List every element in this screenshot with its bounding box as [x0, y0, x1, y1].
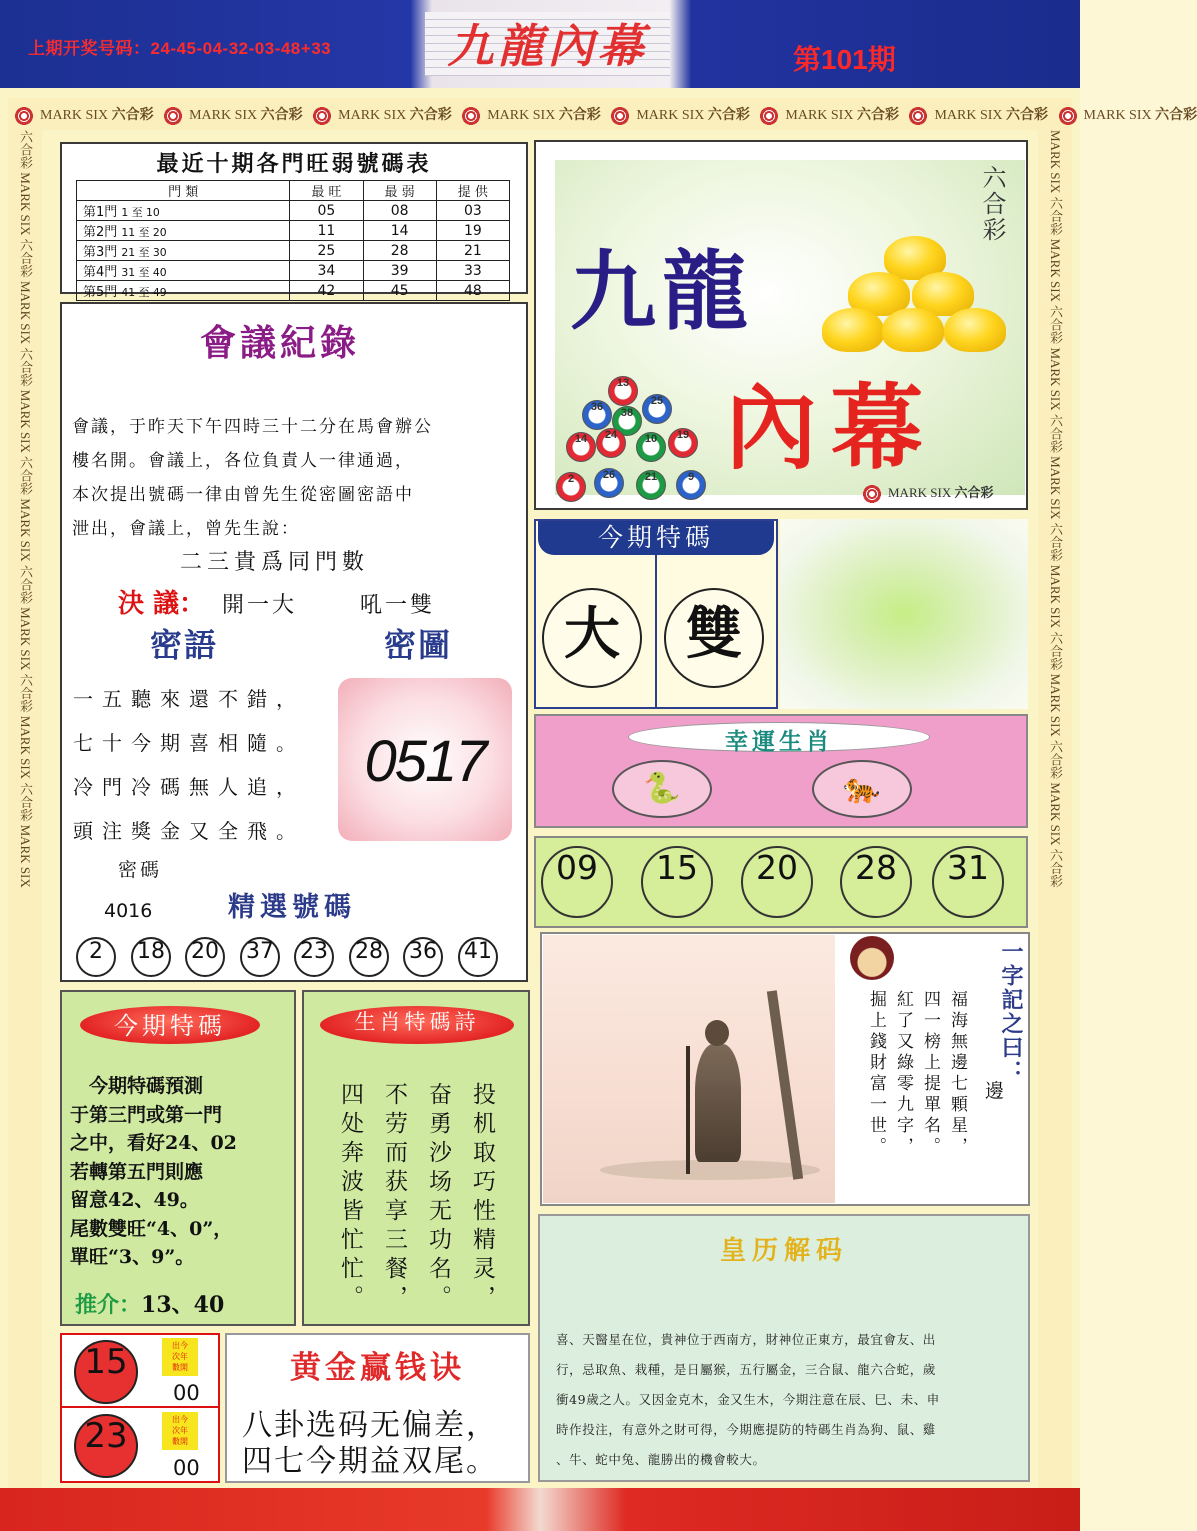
almanac-body — [556, 1325, 1018, 1475]
flower-icon — [862, 484, 882, 504]
minutes-line: 本次提出號碼一律由曾先生從密圖密語中 — [72, 485, 414, 505]
motto: 二三貴爲同門數 — [180, 550, 370, 575]
border-text-cn: 六合彩 — [558, 108, 601, 123]
selected-number: 2 — [76, 937, 116, 977]
selected-number: 20 — [185, 937, 225, 977]
right-border-text — [1038, 130, 1072, 888]
gold-ingot-icon — [822, 308, 884, 352]
offer-cell: 21 — [436, 241, 509, 261]
logo-side-text: 六合彩 — [978, 165, 1006, 243]
flower-icon — [908, 106, 928, 126]
secret-picture-code: 0517 — [364, 729, 486, 794]
selected-numbers-title: 精選號碼 — [228, 892, 356, 923]
gate-name: 第3門 — [83, 245, 118, 260]
resolution-2: 吼一雙 — [360, 593, 436, 618]
cold-cell: 28 — [363, 241, 436, 261]
border-text-en: MARK SIX — [1048, 782, 1063, 846]
gate-cell — [77, 281, 290, 301]
painting-figure — [695, 1044, 741, 1162]
brand-title: 九龍內幕 — [447, 19, 648, 73]
zodiac-poem-title: 生肖特碼詩 — [320, 1006, 514, 1044]
gold-formula-line: 八卦选码无偏差， — [242, 1408, 498, 1443]
history-ball: 23 — [74, 1414, 138, 1478]
border-text-en: MARK SIX — [18, 824, 33, 888]
couplet-line: 四一榜上提單名。 — [920, 990, 940, 1158]
border-text-cn: 六合彩 — [18, 673, 33, 713]
offer-cell: 19 — [436, 221, 509, 241]
gate-name: 第5門 — [83, 285, 118, 300]
table-row — [77, 281, 510, 301]
history-ball: 15 — [74, 1340, 138, 1404]
minutes-body — [72, 410, 522, 546]
history-label: 出今 次年 數開 — [162, 1338, 198, 1376]
border-text-cn: 六合彩 — [18, 347, 33, 387]
forecast-line: 若轉第五門則應 — [70, 1160, 204, 1183]
cold-cell: 08 — [363, 201, 436, 221]
border-text-cn: 六合彩 — [18, 238, 33, 278]
selected-number: 41 — [458, 937, 498, 977]
gold-formula-line: 四七今期益双尾。 — [242, 1444, 498, 1479]
gold-ingot-icon — [944, 308, 1006, 352]
flower-icon — [759, 106, 779, 126]
border-text-cn: 六合彩 — [1048, 522, 1063, 562]
cold-cell: 14 — [363, 221, 436, 241]
lottery-ball-icon: 26 — [594, 468, 624, 498]
password-label: 密碼 — [118, 859, 163, 881]
poem-line: 頭注獎金又全飛。 — [73, 819, 305, 843]
border-text-en: MARK SIX — [1048, 564, 1063, 629]
minutes-line: 樓名開。會議上，各位負責人一律通過， — [72, 451, 414, 471]
almanac-title: 皇历解码 — [719, 1236, 848, 1266]
border-text-en: MARK SIX — [636, 108, 705, 123]
gate-range: 41 至 49 — [121, 286, 167, 299]
offer-cell: 33 — [436, 261, 509, 281]
number-ball: 28 — [840, 846, 912, 918]
offer-cell: 48 — [436, 281, 509, 301]
border-text-cn: 六合彩 — [1048, 305, 1063, 345]
border-text-en: MARK SIX — [1048, 673, 1063, 737]
table-row — [77, 201, 510, 221]
last-draw-numbers: 上期开奖号码：24-45-04-32-03-48+33 — [28, 39, 332, 58]
border-text-en: MARK SIX — [487, 108, 556, 123]
lottery-ball-icon: 38 — [612, 406, 642, 436]
right-border-strip — [1038, 130, 1072, 1490]
gate-cell — [77, 241, 290, 261]
border-text-cn: 六合彩 — [260, 108, 303, 123]
issue-number: 第101期 — [793, 44, 896, 75]
border-text-en: MARK SIX — [934, 108, 1003, 123]
table-header-row — [77, 181, 510, 201]
flower-icon — [163, 106, 183, 126]
border-text-en: MARK SIX — [18, 498, 33, 562]
border-text-en: MARK SIX — [18, 280, 33, 345]
selected-number: 23 — [294, 937, 334, 977]
border-text-en: MARK SIX — [338, 108, 407, 123]
zodiac-poem-column: 投机取巧性精灵， — [469, 1082, 495, 1314]
logo-footer-en: MARK SIX — [888, 485, 952, 500]
lottery-ball-icon: 13 — [608, 376, 638, 406]
table-title: 最近十期各門旺弱號碼表 — [156, 152, 432, 177]
left-border-strip — [8, 130, 42, 1490]
forecast-line: 留意42、49。 — [70, 1189, 199, 1211]
column-header: 最 旺 — [290, 181, 363, 201]
resolution-1: 開一大 — [222, 593, 298, 618]
minutes-line: 會議，于昨天下午四時三十二分在馬會辦公 — [72, 417, 433, 437]
painting-staff — [686, 1046, 690, 1174]
border-text-cn: 六合彩 — [1048, 631, 1063, 671]
logo-title-line1: 九龍 — [570, 241, 754, 342]
gate-name: 第1門 — [83, 205, 118, 220]
logo-footer-cn: 六合彩 — [954, 485, 994, 500]
zodiac-poem-column: 不劳而获享三餐， — [381, 1082, 407, 1314]
lottery-ball-icon: 24 — [596, 428, 626, 458]
gold-ingot-icon — [882, 308, 944, 352]
lottery-ball-icon: 21 — [636, 470, 666, 500]
gate-name: 第4門 — [83, 265, 118, 280]
zodiac-poem-column: 奋勇沙场无功名。 — [425, 1082, 451, 1314]
border-text-en: MARK SIX — [1048, 347, 1063, 411]
lottery-ball-icon: 10 — [636, 432, 666, 462]
decorative-glow — [780, 519, 1028, 709]
lucky-zodiac-title: 幸運生肖 — [628, 722, 930, 752]
minutes-title: 會議紀錄 — [199, 322, 360, 364]
gate-name: 第2門 — [83, 225, 118, 240]
lottery-ball-icon: 9 — [676, 470, 706, 500]
border-text-cn: 六合彩 — [18, 782, 33, 822]
couplet-line: 掘上錢財富一世。 — [866, 990, 886, 1158]
border-text-cn: 六合彩 — [1048, 413, 1063, 453]
border-text-cn: 六合彩 — [1048, 848, 1063, 888]
selected-number: 28 — [349, 937, 389, 977]
column-header: 提 供 — [436, 181, 509, 201]
border-text-cn: 六合彩 — [856, 108, 899, 123]
border-text-cn: 六合彩 — [707, 108, 750, 123]
even-badge: 雙 — [664, 588, 764, 688]
border-text-cn: 六合彩 — [1155, 108, 1197, 123]
table-row — [77, 241, 510, 261]
number-ball: 09 — [541, 846, 613, 918]
hot-cell: 42 — [290, 281, 363, 301]
hot-cell: 05 — [290, 201, 363, 221]
almanac-line: 行，忌取魚、栽種，是日屬猴，五行屬金，三合鼠、龍六合蛇，歲 — [556, 1362, 936, 1377]
hot-cell: 34 — [290, 261, 363, 281]
column-header: 最 弱 — [363, 181, 436, 201]
flower-icon — [610, 106, 630, 126]
poem-line: 一五聽來還不錯， — [73, 687, 305, 711]
cold-cell: 39 — [363, 261, 436, 281]
border-text-en: MARK SIX — [18, 715, 33, 780]
column-header: 門 類 — [77, 181, 290, 201]
gate-range: 1 至 10 — [121, 206, 160, 219]
number-ball: 15 — [641, 846, 713, 918]
flower-icon — [1058, 106, 1078, 126]
border-text-cn: 六合彩 — [18, 456, 33, 496]
selected-number: 36 — [403, 937, 443, 977]
lottery-ball-icon: 2 — [556, 472, 586, 502]
forecast-body — [70, 1072, 294, 1272]
forecast-line: 之中，看好24、02 — [70, 1132, 237, 1154]
lottery-ball-icon: 25 — [642, 394, 672, 424]
border-text-cn: 六合彩 — [1048, 740, 1063, 780]
number-ball: 31 — [932, 846, 1004, 918]
border-text-cn: 六合彩 — [18, 130, 33, 169]
secret-picture-label: 密圖 — [384, 626, 453, 664]
secret-words-label: 密語 — [150, 626, 219, 664]
number-ball: 20 — [741, 846, 813, 918]
border-text-cn: 六合彩 — [1048, 196, 1063, 236]
divider — [62, 1406, 218, 1408]
zodiac-poem-column: 四处奔波皆忙忙。 — [337, 1082, 363, 1314]
big-badge: 大 — [542, 588, 642, 688]
flower-icon — [14, 106, 34, 126]
border-text-cn: 六合彩 — [1006, 108, 1049, 123]
gate-range: 11 至 20 — [121, 226, 167, 239]
border-text-en: MARK SIX — [189, 108, 258, 123]
logo-title-line2: 內幕 — [725, 374, 938, 482]
resolution-label: 決 議： — [118, 589, 206, 619]
poem-line: 七十今期喜相隨。 — [73, 731, 305, 755]
gate-range: 31 至 40 — [121, 266, 167, 279]
selected-number: 37 — [240, 937, 280, 977]
painting-figure-head — [705, 1020, 729, 1046]
border-text-en: MARK SIX — [18, 389, 33, 453]
recommendation-value: 13、40 — [141, 1292, 225, 1318]
poem-line: 冷門冷碼無人追， — [73, 775, 305, 799]
forecast-line: 尾數雙旺“4、0”， — [70, 1217, 233, 1240]
forecast-line: 單旺“3、9”。 — [70, 1246, 195, 1268]
border-text-cn: 六合彩 — [18, 564, 33, 604]
history-count: 00 — [173, 1381, 200, 1405]
snake-icon: 🐍 — [612, 760, 712, 818]
gate-cell — [77, 261, 290, 281]
riddle-answer: 邊 — [985, 1080, 1005, 1102]
border-text-en: MARK SIX — [18, 607, 33, 671]
border-text-en: MARK SIX — [1083, 108, 1152, 123]
border-text-cn: 六合彩 — [111, 108, 154, 123]
border-text-cn: 六合彩 — [409, 108, 452, 123]
almanac-line: 喜、天醫星在位，貴神位于西南方，財神位正東方，最宜會友、出 — [556, 1332, 936, 1347]
forecast-title: 今期特碼 — [80, 1006, 260, 1044]
mascot-icon — [850, 936, 894, 980]
logo-footer — [856, 482, 993, 504]
password-value: 4016 — [104, 900, 153, 922]
table-row — [77, 261, 510, 281]
lottery-ball-icon: 14 — [566, 432, 596, 462]
flower-icon — [461, 106, 481, 126]
selected-number: 18 — [131, 937, 171, 977]
gold-formula-title: 黄金赢钱诀 — [290, 1350, 465, 1386]
flower-icon — [312, 106, 332, 126]
history-count: 00 — [173, 1456, 200, 1480]
gate-range: 21 至 30 — [121, 246, 167, 259]
recommendation-label: 推介： — [75, 1292, 142, 1318]
cold-cell: 45 — [363, 281, 436, 301]
painting-ground — [600, 1160, 820, 1180]
tiger-icon: 🐅 — [812, 760, 912, 818]
border-text-en: MARK SIX — [18, 172, 33, 236]
border-text-en: MARK SIX — [1048, 456, 1063, 520]
border-text-en: MARK SIX — [40, 108, 109, 123]
couplet-line: 福海無邊七顆星， — [947, 990, 967, 1158]
riddle-title: 一字記之曰： — [998, 940, 1024, 1084]
top-border-strip — [8, 98, 1197, 130]
history-label: 出今 次年 數開 — [162, 1412, 198, 1450]
lottery-ball-icon: 36 — [582, 400, 612, 430]
almanac-line: 衝49歲之人。又因金克木，金又生木，今期注意在辰、巳、未、申 — [556, 1392, 940, 1407]
border-text-en: MARK SIX — [785, 108, 854, 123]
border-text-en: MARK SIX — [1048, 238, 1063, 302]
hot-cold-table — [76, 180, 510, 301]
gate-cell — [77, 221, 290, 241]
special-code-title: 今期特碼 — [538, 521, 774, 555]
hot-cell: 11 — [290, 221, 363, 241]
offer-cell: 03 — [436, 201, 509, 221]
divider — [655, 555, 657, 707]
border-text-en: MARK SIX — [1048, 130, 1063, 194]
hot-cell: 25 — [290, 241, 363, 261]
forecast-line: 今期特碼預測 — [70, 1075, 204, 1097]
footer-banner — [0, 1488, 1080, 1531]
left-border-text — [8, 130, 42, 888]
almanac-line: 時作投注，有意外之財可得，今期應提防的特碼生肖為狗、鼠、雞 — [556, 1422, 936, 1437]
table-row — [77, 221, 510, 241]
recommendation — [75, 1288, 224, 1319]
lottery-ball-icon: 19 — [668, 428, 698, 458]
couplet-line: 紅了又綠零九字， — [893, 990, 913, 1158]
gate-cell — [77, 201, 290, 221]
minutes-line: 泄出，會議上，曾先生說： — [72, 519, 300, 539]
forecast-line: 于第三門或第一門 — [70, 1103, 223, 1126]
almanac-line: 、牛、蛇中兔、龍勝出的機會較大。 — [556, 1452, 766, 1467]
